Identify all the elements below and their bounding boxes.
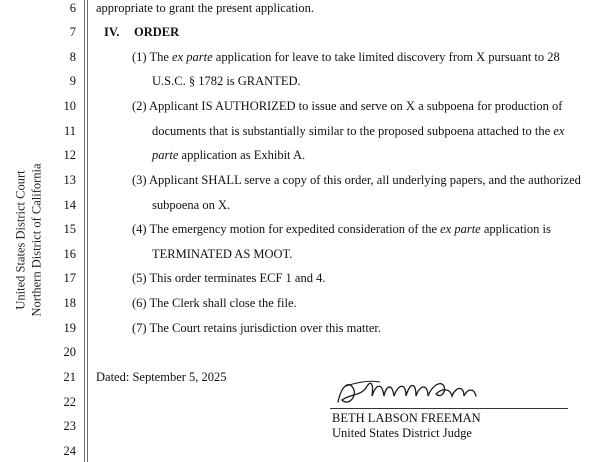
- line-number: 18: [63, 296, 76, 310]
- line-number: 12: [63, 148, 76, 162]
- line-number: 21: [63, 370, 76, 384]
- line-number: 14: [63, 198, 76, 212]
- order-item-1-cont: U.S.C. § 1782 is GRANTED.: [152, 74, 301, 88]
- ex-parte-term: ex parte: [172, 50, 213, 64]
- order-item-5: (5) This order terminates ECF 1 and 4.: [132, 271, 326, 285]
- line-number: 6: [69, 1, 76, 15]
- order-item-2-cont: parte application as Exhibit A.: [152, 148, 306, 162]
- ex-parte-term: ex parte: [440, 222, 481, 236]
- carryover-text: appropriate to grant the present application.: [96, 1, 314, 15]
- line-number: 22: [63, 395, 76, 409]
- signer-name: BETH LABSON FREEMAN: [332, 411, 481, 425]
- signer-title: United States District Judge: [332, 426, 472, 440]
- ex-parte-term: parte: [152, 148, 179, 162]
- line-number: 16: [63, 247, 76, 261]
- line-number: 15: [63, 222, 76, 236]
- dated-line: Dated: September 5, 2025: [96, 370, 227, 384]
- ex-parte-term: ex: [553, 124, 565, 138]
- court-district: Northern District of California: [29, 163, 44, 317]
- line-number: 19: [63, 321, 76, 335]
- line-number: 10: [63, 99, 76, 113]
- section-title: ORDER: [134, 25, 180, 39]
- line-number: 8: [69, 50, 76, 64]
- order-item-4-cont: TERMINATED AS MOOT.: [152, 247, 293, 261]
- order-item-2: (2) Applicant IS AUTHORIZED to issue and serve on X a subpoena for production of: [132, 99, 563, 113]
- line-number: 9: [69, 74, 76, 88]
- line-number: 13: [63, 173, 76, 187]
- order-item-6: (6) The Clerk shall close the file.: [132, 296, 297, 310]
- line-number: 23: [63, 419, 76, 433]
- order-item-3-cont: subpoena on X.: [152, 198, 231, 212]
- signature-line: [330, 408, 568, 409]
- judge-signature: [336, 376, 486, 410]
- order-item-4: (4) The emergency motion for expedited consideration of the ex parte application is: [132, 222, 551, 236]
- court-name: United States District Court: [13, 170, 28, 310]
- section-heading: [104, 24, 179, 40]
- order-item-1: (1) The ex parte application for leave to take limited discovery from X pursuant to 28: [132, 50, 560, 64]
- section-number: IV.: [104, 25, 120, 39]
- line-number: 7: [69, 25, 76, 39]
- line-number: 24: [63, 444, 76, 458]
- line-number: 17: [63, 271, 76, 285]
- order-item-2-cont: documents that is substantially similar to the proposed subpoena attached to the ex: [152, 124, 565, 138]
- order-item-3: (3) Applicant SHALL serve a copy of this order, all underlying papers, and the authorized: [132, 173, 581, 187]
- line-number: 11: [63, 124, 76, 138]
- line-number: 20: [63, 345, 76, 359]
- order-item-7: (7) The Court retains jurisdiction over this matter.: [132, 321, 382, 335]
